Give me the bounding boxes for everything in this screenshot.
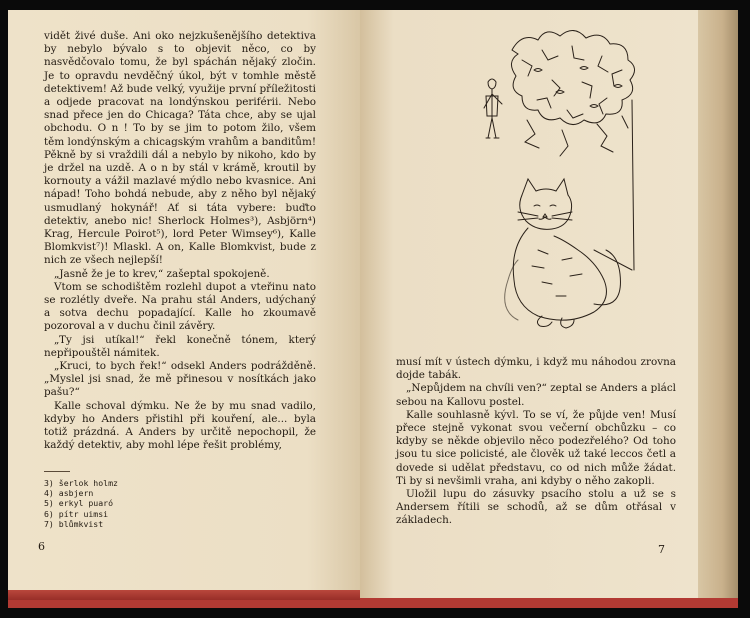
paragraph: „Kruci, to bych řek!“ odsekl Anders podrážděně. „Myslel jsi snad, že mě přinesou v nosítkách jako pašu?“ [44,360,316,399]
left-page [8,10,360,600]
right-page [360,10,698,600]
footnote [44,519,244,529]
footnote-number: 4) [44,488,54,499]
footnote-number: 7) [44,518,54,529]
page-number-right: 7 [658,543,665,556]
footnote [44,478,244,488]
right-page-text [396,356,676,528]
paragraph: Kalle souhlasně kývl. To se ví, že půjde ven! Musí přece stejně vykonat svou večerní obchůzku – co kdyby se někde objevilo něco podezřelého? Od toho jsou tu sice policisté, ale člověk už také leccos četl a dovede si udělat představu, co od nich může žádat. Ti by si nevšimli vraha, ani kdyby o něho zakopli. [396,408,676,487]
book-cover-edge-left [8,590,360,600]
paragraph: Vtom se schodištěm rozlehl dupot a vteřinu nato se rozlétly dveře. Na prahu stál Anders, udýchaný a sotva dechu popadající. Kalle ho zkoumavě pozoroval a v duchu činil závěry. [44,280,316,333]
paragraph: vidět živé duše. Ani oko nejzkušenějšího detektiva by nebylo bývalo s to objevit něco, co by nasvědčovalo tomu, že byl spáchán nějaký zločin. Je to opravdu nevděčný úkol, být v tomhle městě detektivem! Až bude velký, využije první příležitosti a odjede pracovat na londýnskou periférii. Nebo snad přece jen do Chicaga? Táta chce, aby se ujal obchodu. O n ! To by se jim to potom žilo, všem těm londýnským a chicagským vrahům a banditům! Pěkně by si vraždili dál a nebylo by nikoho, kdo by je držel na uzdě. A o n by stál v krámě, kroutil by kornouty a vážil mazlavé mýdlo nebo kvasnice. Ani nápad! Toho bohdá nebude, aby z něho byl nějaký usmudlaný hokynář! Ať si táta vybere: buďto detektiv, anebo nic! Sherlock Holmes³), Asbjörn⁴) Krag, Hercule Poirot⁵), lord Peter Wimsey⁶), Kalle Blomkvist⁷)! Mlaskl. A on, Kalle Blomkvist, bude z nich ze všech nejlepší! [44,30,316,267]
page-number-left: 6 [38,540,45,553]
page-edges [698,10,738,600]
left-page-text [44,30,316,453]
footnote-text: pítr uimsi [58,508,109,519]
footnote-text: blůmkvist [58,518,104,529]
footnote-number: 3) [44,478,54,488]
paragraph: „Jasně že je to krev,“ zašeptal spokojeně. [54,267,270,280]
footnotes [44,478,244,529]
footnote [44,488,244,498]
footnote-text: asbjern [58,488,94,499]
paragraph: „Ty jsi utíkal!“ řekl konečně tónem, který nepřipouštěl námitek. [44,333,316,359]
cat-under-tree-illustration-icon [482,20,682,346]
footnote [44,498,244,508]
footnote-text: erkyl puaró [58,498,114,509]
paragraph: Kalle schoval dýmku. Ne že by mu snad vadilo, kdyby ho Anders přistihl při kouření, ale... byla totiž prázdná. A Anders by určitě nepochopil, že každý detektiv, aby mohl lépe řešit problémy, [44,399,316,452]
footnote [44,509,244,519]
footnote-number: 6) [44,508,54,519]
paragraph: musí mít v ústech dýmku, i když mu náhodou zrovna dojde tabák. [396,356,676,382]
paragraph: Uložil lupu do zásuvky psacího stolu a už se s Andersem řítili se schodů, až se dům otřásal v základech. [396,488,676,527]
paragraph: „Nepůjdem na chvíli ven?“ zeptal se Anders a plácl sebou na Kallovu postel. [396,382,676,408]
book-spread [8,10,738,606]
footnote-number: 5) [44,498,54,509]
footnote-text: šerlok holmz [58,478,118,488]
footnote-rule [44,471,70,472]
